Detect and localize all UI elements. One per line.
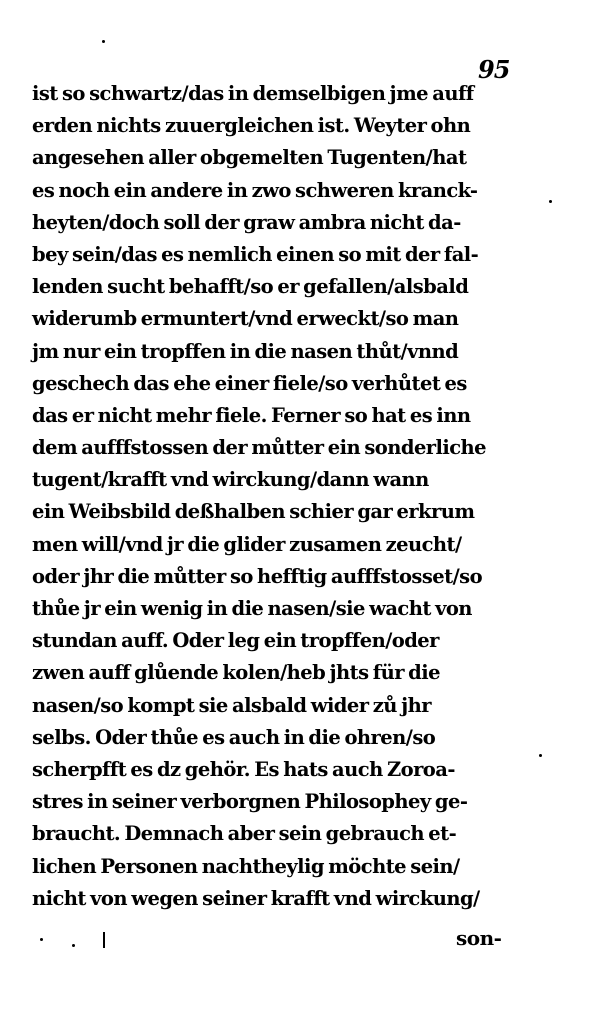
text-line: das er nicht mehr fiele. Ferner so hat es inn bbox=[32, 403, 471, 427]
text-line: lenden sucht behafft/so er gefallen/alsbald bbox=[32, 275, 469, 299]
text-line: erden nichts zuuergleichen ist. Weyter ohn bbox=[32, 114, 471, 138]
text-line: zwen auff glůende kolen/heb jhts für die bbox=[32, 661, 440, 685]
text-line: stundan auff. Oder leg ein tropffen/oder bbox=[32, 629, 439, 653]
text-line: ein Weibsbild deßhalben schier gar erkrum bbox=[32, 500, 475, 524]
body-text bbox=[32, 78, 522, 915]
text-line: tugent/krafft vnd wirckung/dann wann bbox=[32, 468, 429, 492]
text-line: selbs. Oder thůe es auch in die ohren/so bbox=[32, 725, 436, 749]
ink-speck bbox=[549, 200, 552, 203]
text-line: scherpfft es dz gehör. Es hats auch Zoroa- bbox=[32, 757, 455, 781]
text-line: jm nur ein tropffen in die nasen thůt/vnnd bbox=[32, 339, 459, 363]
ink-speck bbox=[72, 944, 75, 947]
text-line: braucht. Demnach aber sein gebrauch et- bbox=[32, 822, 457, 846]
ink-speck bbox=[102, 40, 105, 43]
text-line: heyten/doch soll der graw ambra nicht da- bbox=[32, 210, 461, 234]
ink-mark bbox=[103, 932, 105, 948]
text-line: men will/vnd jr die glider zusamen zeucht/ bbox=[32, 532, 462, 556]
text-line: bey sein/das es nemlich einen so mit der fal- bbox=[32, 242, 479, 266]
ink-speck bbox=[40, 938, 43, 941]
text-line: stres in seiner verborgnen Philosophey ge- bbox=[32, 790, 468, 814]
ink-speck bbox=[539, 754, 542, 757]
text-line: ist so schwartz/das in demselbigen jme auff bbox=[32, 82, 474, 105]
page-number: 95 bbox=[478, 55, 510, 84]
text-line: lichen Personen nachtheylig möchte sein/ bbox=[32, 854, 460, 878]
catchword: son- bbox=[456, 926, 502, 950]
text-line: es noch ein andere in zwo schweren kranck- bbox=[32, 178, 478, 202]
text-line: widerumb ermuntert/vnd erweckt/so man bbox=[32, 307, 459, 331]
text-line: geschech das ehe einer fiele/so verhůtet es bbox=[32, 371, 467, 395]
text-line: angesehen aller obgemelten Tugenten/hat bbox=[32, 146, 467, 170]
text-line: thůe jr ein wenig in die nasen/sie wacht von bbox=[32, 597, 472, 620]
text-line: nasen/so kompt sie alsbald wider zů jhr bbox=[32, 693, 431, 717]
text-line: dem aufffstossen der můtter ein sonderliche bbox=[32, 436, 487, 460]
text-line: oder jhr die můtter so hefftig aufffstosset/so bbox=[32, 564, 483, 588]
text-line: nicht von wegen seiner krafft vnd wirckung/ bbox=[32, 886, 480, 910]
